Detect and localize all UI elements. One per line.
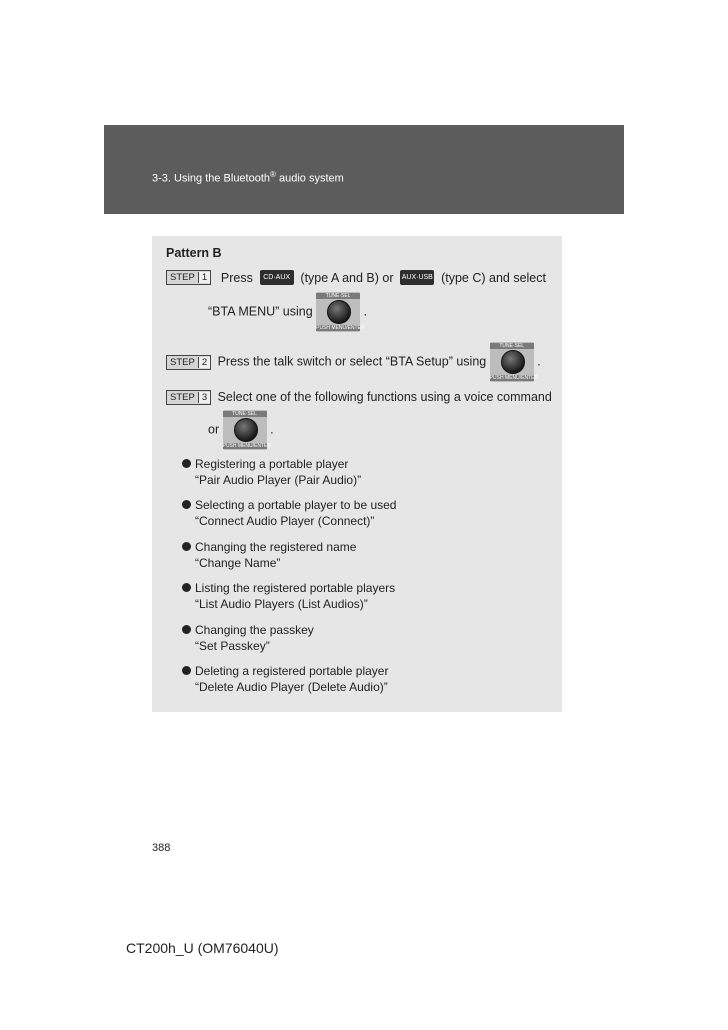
list-item-command: “Delete Audio Player (Delete Audio)” xyxy=(195,680,388,694)
tune-sel-knob-icon xyxy=(489,342,539,382)
knob-bottom-label: PUSH MENU/ENTER xyxy=(316,325,365,331)
step-3-text: Select one of the following functions using a voice command xyxy=(217,390,552,404)
step-1-badge xyxy=(166,270,211,285)
tune-sel-knob-icon xyxy=(316,292,365,332)
list-item xyxy=(182,456,361,488)
step-number: 3 xyxy=(198,392,210,403)
step-3-row xyxy=(166,390,552,405)
knob-top-label: TUNE·SEL xyxy=(490,343,534,349)
list-item-command: “Pair Audio Player (Pair Audio)” xyxy=(195,473,362,487)
step-number: 2 xyxy=(198,357,210,368)
step-3-text-or: or xyxy=(208,422,220,437)
bullet-icon xyxy=(182,625,191,634)
list-item xyxy=(182,580,395,612)
step-1-text-press: Press xyxy=(220,270,253,285)
list-item-title: Changing the registered name xyxy=(195,540,357,554)
step-3-row-2 xyxy=(208,410,274,450)
registered-mark: ® xyxy=(270,170,276,179)
bullet-icon xyxy=(182,459,191,468)
document-footer: CT200h_U (OM76040U) xyxy=(126,940,279,956)
cd-aux-button: CD·AUX xyxy=(260,270,294,285)
knob-bottom-label: PUSH MENU/ENTER xyxy=(222,443,271,449)
knob-bottom-label: PUSH MENU/ENTER xyxy=(489,375,539,381)
step-3-period: . xyxy=(270,422,274,437)
step-number: 1 xyxy=(198,272,210,283)
dial-icon xyxy=(327,300,351,324)
section-title-suffix: audio system xyxy=(275,172,344,185)
aux-usb-button: AUX·USB xyxy=(400,270,434,285)
step-label: STEP xyxy=(170,356,195,368)
list-item-command: “List Audio Players (List Audios)” xyxy=(195,597,368,611)
list-item-title: Changing the passkey xyxy=(195,623,314,637)
page-number: 388 xyxy=(152,842,171,854)
tune-sel-knob-icon xyxy=(222,410,271,450)
section-title xyxy=(152,170,344,185)
step-1-row-2 xyxy=(208,292,367,332)
list-item-title: Selecting a portable player to be used xyxy=(195,498,397,512)
list-item-title: Listing the registered portable players xyxy=(195,581,396,595)
step-1-period: . xyxy=(363,304,368,319)
list-item-command: “Set Passkey” xyxy=(195,639,270,653)
step-1-text-bta-menu: “BTA MENU” using xyxy=(208,304,313,319)
step-2-period: . xyxy=(537,354,541,369)
step-3-badge xyxy=(166,390,211,405)
bullet-icon xyxy=(182,542,191,551)
list-item-command: “Change Name” xyxy=(195,556,281,570)
bullet-icon xyxy=(182,500,191,509)
dial-icon xyxy=(501,350,525,374)
list-item-title: Registering a portable player xyxy=(195,457,349,471)
list-item xyxy=(182,539,356,571)
knob-top-label: TUNE·SEL xyxy=(223,411,267,417)
section-header-bar xyxy=(104,125,624,214)
pattern-title: Pattern B xyxy=(166,246,222,260)
step-label: STEP xyxy=(170,272,195,283)
step-label: STEP xyxy=(170,392,195,404)
step-2-badge xyxy=(166,355,211,370)
section-title-text: 3-3. Using the Bluetooth xyxy=(152,172,271,185)
step-1-text-type-ab: (type A and B) or xyxy=(300,270,394,285)
list-item-command: “Connect Audio Player (Connect)” xyxy=(195,514,375,528)
bullet-icon xyxy=(182,666,191,675)
list-item-title: Deleting a registered portable player xyxy=(195,664,389,678)
list-item xyxy=(182,663,388,695)
knob-top-label: TUNE·SEL xyxy=(316,293,360,299)
list-item xyxy=(182,622,314,654)
content-box xyxy=(152,236,562,712)
list-item xyxy=(182,497,396,529)
step-2-text: Press the talk switch or select “BTA Setup” using xyxy=(217,354,487,369)
step-2-row xyxy=(166,342,541,382)
step-1-row xyxy=(166,270,546,285)
step-1-text-type-c: (type C) and select xyxy=(441,270,546,285)
bullet-icon xyxy=(182,583,191,592)
dial-icon xyxy=(234,418,258,442)
